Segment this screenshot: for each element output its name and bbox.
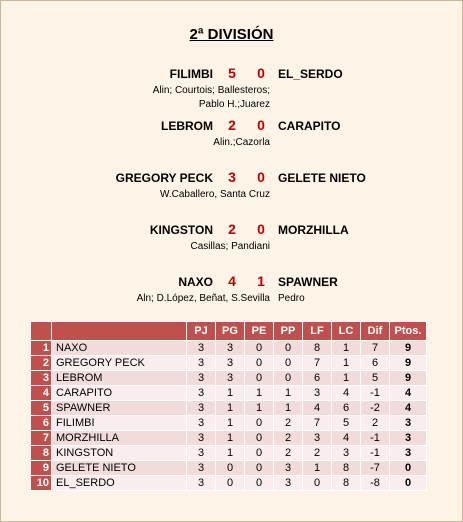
position-cell: 6 bbox=[31, 416, 52, 431]
pj-cell: 3 bbox=[187, 371, 216, 386]
pts-cell: 9 bbox=[390, 371, 427, 386]
pj-cell: 3 bbox=[187, 416, 216, 431]
lc-cell: 3 bbox=[332, 446, 361, 461]
standings-table bbox=[30, 321, 427, 491]
scorer-line: Alin; Courtois; Ballesteros; bbox=[152, 85, 270, 96]
home-team: NAXO bbox=[178, 275, 213, 289]
header-pj: PJ bbox=[187, 322, 216, 341]
table-row bbox=[31, 356, 427, 371]
pg-cell: 1 bbox=[216, 386, 245, 401]
team-cell: LEBROM bbox=[52, 371, 187, 386]
pg-cell: 0 bbox=[216, 461, 245, 476]
home-scorers bbox=[153, 84, 270, 112]
away-team: EL_SERDO bbox=[278, 67, 343, 81]
table-row bbox=[31, 401, 427, 416]
pg-cell: 3 bbox=[216, 356, 245, 371]
away-score: 0 bbox=[257, 221, 265, 237]
pts-cell: 0 bbox=[390, 461, 427, 476]
pts-cell: 3 bbox=[390, 446, 427, 461]
lf-cell: 7 bbox=[303, 356, 332, 371]
pts-cell: 0 bbox=[390, 476, 427, 491]
lf-cell: 7 bbox=[303, 416, 332, 431]
table-row bbox=[31, 446, 427, 461]
position-cell: 4 bbox=[31, 386, 52, 401]
lc-cell: 6 bbox=[332, 401, 361, 416]
lf-cell: 0 bbox=[303, 476, 332, 491]
scorer-line: Alin.;Cazorla bbox=[213, 137, 270, 148]
pe-cell: 0 bbox=[245, 416, 274, 431]
pj-cell: 3 bbox=[187, 431, 216, 446]
home-scorers bbox=[213, 136, 270, 150]
dif-cell: -1 bbox=[361, 431, 390, 446]
header-pp: PP bbox=[274, 322, 303, 341]
lc-cell: 5 bbox=[332, 416, 361, 431]
lc-cell: 8 bbox=[332, 461, 361, 476]
pg-cell: 0 bbox=[216, 476, 245, 491]
lf-cell: 3 bbox=[303, 386, 332, 401]
lf-cell: 4 bbox=[303, 401, 332, 416]
home-score: 5 bbox=[228, 65, 236, 81]
pe-cell: 0 bbox=[245, 476, 274, 491]
away-score: 0 bbox=[257, 117, 265, 133]
dif-cell: 7 bbox=[361, 341, 390, 356]
pts-cell: 4 bbox=[390, 401, 427, 416]
pp-cell: 3 bbox=[274, 461, 303, 476]
table-row bbox=[31, 416, 427, 431]
pp-cell: 2 bbox=[274, 446, 303, 461]
lf-cell: 1 bbox=[303, 461, 332, 476]
dif-cell: -7 bbox=[361, 461, 390, 476]
header-dif: Dif bbox=[361, 322, 390, 341]
pts-cell: 4 bbox=[390, 386, 427, 401]
lf-cell: 6 bbox=[303, 371, 332, 386]
pe-cell: 0 bbox=[245, 341, 274, 356]
home-team: FILIMBI bbox=[169, 67, 213, 81]
pp-cell: 2 bbox=[274, 416, 303, 431]
position-cell: 2 bbox=[31, 356, 52, 371]
pts-cell: 3 bbox=[390, 416, 427, 431]
team-cell: KINGSTON bbox=[52, 446, 187, 461]
pp-cell: 1 bbox=[274, 401, 303, 416]
pe-cell: 0 bbox=[245, 431, 274, 446]
pts-cell: 9 bbox=[390, 356, 427, 371]
pp-cell: 1 bbox=[274, 386, 303, 401]
lc-cell: 1 bbox=[332, 341, 361, 356]
dif-cell: -8 bbox=[361, 476, 390, 491]
lf-cell: 2 bbox=[303, 446, 332, 461]
home-score: 3 bbox=[228, 169, 236, 185]
pe-cell: 1 bbox=[245, 386, 274, 401]
table-row bbox=[31, 461, 427, 476]
scorer-line: Casillas; Pandiani bbox=[190, 241, 270, 252]
position-cell: 8 bbox=[31, 446, 52, 461]
pg-cell: 3 bbox=[216, 341, 245, 356]
table-row bbox=[31, 476, 427, 491]
page-title: 2ª DIVISIÓN bbox=[189, 26, 274, 43]
pp-cell: 0 bbox=[274, 356, 303, 371]
team-cell: EL_SERDO bbox=[52, 476, 187, 491]
dif-cell: 6 bbox=[361, 356, 390, 371]
position-cell: 1 bbox=[31, 341, 52, 356]
home-team: GREGORY PECK bbox=[115, 171, 213, 185]
lc-cell: 4 bbox=[332, 431, 361, 446]
pp-cell: 3 bbox=[274, 476, 303, 491]
pp-cell: 0 bbox=[274, 371, 303, 386]
pg-cell: 1 bbox=[216, 431, 245, 446]
pe-cell: 1 bbox=[245, 401, 274, 416]
pj-cell: 3 bbox=[187, 401, 216, 416]
table-row bbox=[31, 431, 427, 446]
home-team: LEBROM bbox=[161, 119, 213, 133]
away-team: CARAPITO bbox=[278, 119, 341, 133]
standings-header-row bbox=[31, 322, 427, 341]
lf-cell: 3 bbox=[303, 431, 332, 446]
pg-cell: 1 bbox=[216, 446, 245, 461]
home-score: 2 bbox=[228, 221, 236, 237]
home-scorers bbox=[160, 188, 270, 202]
lc-cell: 8 bbox=[332, 476, 361, 491]
pj-cell: 3 bbox=[187, 446, 216, 461]
dif-cell: -1 bbox=[361, 386, 390, 401]
away-team: GELETE NIETO bbox=[278, 171, 366, 185]
home-score: 2 bbox=[228, 117, 236, 133]
lf-cell: 8 bbox=[303, 341, 332, 356]
away-team: MORZHILLA bbox=[278, 223, 349, 237]
pp-cell: 0 bbox=[274, 341, 303, 356]
team-cell: MORZHILLA bbox=[52, 431, 187, 446]
pts-cell: 3 bbox=[390, 431, 427, 446]
home-team: KINGSTON bbox=[149, 223, 213, 237]
header-blank bbox=[31, 322, 52, 341]
header-pts: Ptos. bbox=[390, 322, 427, 341]
pj-cell: 3 bbox=[187, 341, 216, 356]
header-lf: LF bbox=[303, 322, 332, 341]
dif-cell: -1 bbox=[361, 446, 390, 461]
scorer-line: Pedro bbox=[278, 293, 305, 304]
header-pg: PG bbox=[216, 322, 245, 341]
dif-cell: 2 bbox=[361, 416, 390, 431]
away-score: 1 bbox=[257, 273, 265, 289]
position-cell: 10 bbox=[31, 476, 52, 491]
away-team: SPAWNER bbox=[278, 275, 338, 289]
header-pe: PE bbox=[245, 322, 274, 341]
home-scorers bbox=[191, 240, 271, 254]
dif-cell: 5 bbox=[361, 371, 390, 386]
away-score: 0 bbox=[257, 65, 265, 81]
position-cell: 3 bbox=[31, 371, 52, 386]
pe-cell: 0 bbox=[245, 461, 274, 476]
pe-cell: 0 bbox=[245, 356, 274, 371]
team-cell: GELETE NIETO bbox=[52, 461, 187, 476]
home-scorers bbox=[137, 292, 270, 306]
pg-cell: 1 bbox=[216, 401, 245, 416]
pg-cell: 3 bbox=[216, 371, 245, 386]
team-cell: NAXO bbox=[52, 341, 187, 356]
pe-cell: 0 bbox=[245, 371, 274, 386]
team-cell: FILIMBI bbox=[52, 416, 187, 431]
position-cell: 9 bbox=[31, 461, 52, 476]
pts-cell: 9 bbox=[390, 341, 427, 356]
lc-cell: 4 bbox=[332, 386, 361, 401]
pj-cell: 3 bbox=[187, 386, 216, 401]
team-cell: SPAWNER bbox=[52, 401, 187, 416]
team-cell: CARAPITO bbox=[52, 386, 187, 401]
header-lc: LC bbox=[332, 322, 361, 341]
pe-cell: 0 bbox=[245, 446, 274, 461]
pj-cell: 3 bbox=[187, 356, 216, 371]
team-cell: GREGORY PECK bbox=[52, 356, 187, 371]
table-row bbox=[31, 341, 427, 356]
pj-cell: 3 bbox=[187, 461, 216, 476]
home-score: 4 bbox=[228, 273, 236, 289]
scorer-line: W.Caballero, Santa Cruz bbox=[159, 189, 270, 200]
away-scorers bbox=[278, 292, 305, 306]
pj-cell: 3 bbox=[187, 476, 216, 491]
away-score: 0 bbox=[257, 169, 265, 185]
header-team bbox=[52, 322, 187, 341]
scorer-line: Aln; D.López, Beñat, S.Sevilla bbox=[136, 293, 270, 304]
table-row bbox=[31, 371, 427, 386]
lc-cell: 1 bbox=[332, 356, 361, 371]
position-cell: 7 bbox=[31, 431, 52, 446]
dif-cell: -2 bbox=[361, 401, 390, 416]
pg-cell: 1 bbox=[216, 416, 245, 431]
lc-cell: 1 bbox=[332, 371, 361, 386]
scorer-line: Pablo H.;Juarez bbox=[198, 99, 270, 110]
pp-cell: 2 bbox=[274, 431, 303, 446]
table-row bbox=[31, 386, 427, 401]
position-cell: 5 bbox=[31, 401, 52, 416]
